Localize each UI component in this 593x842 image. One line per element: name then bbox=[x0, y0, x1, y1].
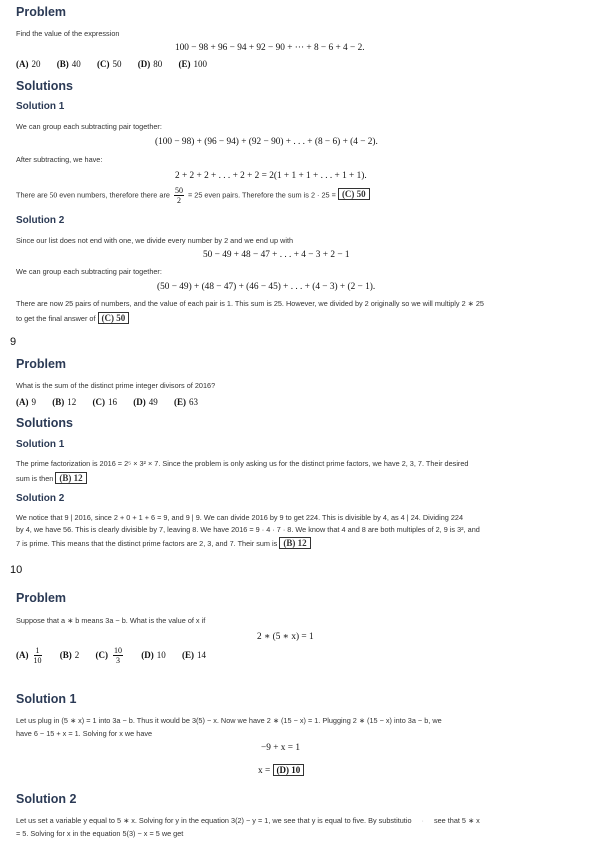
answer-choices bbox=[16, 397, 212, 407]
solution-2-text: by 4, we have 56. This is clearly divisible by 7, leaving 8. We have 2016 = 9 · 4 · 7 · 8. We know that 4 and 8 are both multiples of 2, 9 is 3², and bbox=[16, 525, 480, 534]
solution-2-heading: Solution 2 bbox=[16, 792, 77, 806]
solution-2-text: There are now 25 pairs of numbers, and the value of each pair is 1. This sum is 25. However, we divided by 2 originally so we will multiply 2 ∗ 25 bbox=[16, 299, 484, 308]
solution-1-equation: (100 − 98) + (96 − 94) + (92 − 90) + . . . + (8 − 6) + (4 − 2). bbox=[155, 137, 378, 147]
solution-1-equation: −9 + x = 1 bbox=[261, 743, 300, 753]
solution-1-text: Let us plug in (5 ∗ x) = 1 into 3a − b. Thus it would be 3(5) − x. Now we have 2 ∗ (15 − x) = 1. Plugging 2 ∗ (15 − x) into 3a − b, we bbox=[16, 716, 442, 725]
solution-2-conclusion: 7 is prime. This means that the distinct prime factors are 2, 3, and 7. Their sum is (B) 12 bbox=[16, 538, 311, 548]
problem-text: Find the value of the expression bbox=[16, 29, 120, 38]
solution-2-heading: Solution 2 bbox=[16, 493, 65, 504]
solution-2-text: Since our list does not end with one, we divide every number by 2 and we end up with bbox=[16, 236, 294, 245]
choice-b: (B) 12 bbox=[52, 397, 77, 407]
boxed-answer: (C) 50 bbox=[338, 188, 370, 200]
solution-1-conclusion: sum is then (B) 12 bbox=[16, 473, 87, 483]
choice-a: (A) 9 bbox=[16, 397, 36, 407]
fraction: $\frac{10}{3}$ bbox=[114, 646, 122, 665]
choice-d: (D) 80 bbox=[137, 59, 163, 69]
solutions-heading: Solutions bbox=[16, 79, 73, 93]
solution-2-equation: 50 − 49 + 48 − 47 + . . . + 4 − 3 + 2 − 1 bbox=[203, 250, 350, 260]
boxed-answer: (B) 12 bbox=[55, 472, 86, 484]
solution-1-equation: 2 + 2 + 2 + . . . + 2 + 2 = 2(1 + 1 + 1 + . . . + 1 + 1). bbox=[175, 171, 367, 181]
choice-e: (E) 14 bbox=[182, 649, 206, 660]
solution-1-text: have 6 − 15 + x = 1. Solving for x we have bbox=[16, 729, 153, 738]
problem-heading: Problem bbox=[16, 357, 67, 371]
solution-1-text: After subtracting, we have: bbox=[16, 155, 103, 164]
problem-expression: 100 − 98 + 96 − 94 + 92 − 90 + ··· + 8 − 6 + 4 − 2. bbox=[175, 43, 365, 53]
answer-choices bbox=[16, 646, 220, 665]
solution-1-heading: Solution 1 bbox=[16, 692, 77, 706]
choice-e: (E) 63 bbox=[174, 397, 198, 407]
solution-1-result: x = (D) 10 bbox=[258, 765, 304, 776]
choice-c: (C) 16 bbox=[92, 397, 117, 407]
solution-2-conclusion: to get the final answer of (C) 50 bbox=[16, 313, 129, 323]
answer-choices bbox=[16, 59, 221, 69]
solution-1-text: The prime factorization is 2016 = 2⁵ × 3² × 7. Since the problem is only asking us for the distinct prime factors, we have 2, 3, 7. Their desired bbox=[16, 459, 469, 468]
fraction: $\frac{1}{10}$ bbox=[33, 646, 42, 665]
problem-heading: Problem bbox=[16, 591, 67, 605]
choice-b: (B) 2 bbox=[59, 649, 80, 660]
problem-heading: Problem bbox=[16, 5, 67, 19]
solution-2-text: Let us set a variable y equal to 5 ∗ x. Solving for y in the equation 3(2) − y = 1, we see that y is equal to five. By substitutio · see that 5 ∗ x bbox=[16, 816, 480, 825]
solution-2-equation: (50 − 49) + (48 − 47) + (46 − 45) + . . . + (4 − 3) + (2 − 1). bbox=[157, 282, 376, 292]
solution-2-text: We notice that 9 | 2016, since 2 + 0 + 1 + 6 = 9, and 9 | 9. We can divide 2016 by 9 to get 224. This is divisible by 4, as 4 | 24. Dividing 224 bbox=[16, 513, 464, 522]
solution-1-conclusion: There are 50 even numbers, therefore there are $\frac{50}{2}$ = 25 even pairs. Therefore the sum is 2 · 25 = (C) 50 bbox=[16, 186, 370, 205]
problem-number: 9 bbox=[10, 336, 17, 348]
problem-text: Suppose that a ∗ b means 3a − b. What is the value of x if bbox=[16, 616, 206, 625]
choice-d: (D) 10 bbox=[141, 649, 166, 660]
choice-d: (D) 49 bbox=[133, 397, 158, 407]
choice-c: (C) 50 bbox=[97, 59, 122, 69]
problem-number: 10 bbox=[10, 564, 23, 576]
solution-1-heading: Solution 1 bbox=[16, 439, 65, 450]
solution-1-heading: Solution 1 bbox=[16, 101, 65, 112]
choice-c: (C) $\frac{10}{3}$ bbox=[95, 646, 122, 665]
choice-b: (B) 40 bbox=[56, 59, 81, 69]
choice-a: (A) 20 bbox=[16, 59, 41, 69]
boxed-answer: (B) 12 bbox=[279, 537, 310, 549]
problem-text: What is the sum of the distinct prime integer divisors of 2016? bbox=[16, 381, 216, 390]
solutions-heading: Solutions bbox=[16, 416, 73, 430]
fraction: $\frac{50}{2}$ bbox=[174, 186, 183, 205]
choice-a: (A) $\frac{1}{10}$ bbox=[16, 646, 42, 665]
boxed-answer: (C) 50 bbox=[98, 312, 130, 324]
solution-2-text: = 5. Solving for x in the equation 5(3) − x = 5 we get bbox=[16, 829, 184, 838]
choice-e: (E) 100 bbox=[178, 59, 207, 69]
problem-equation: 2 ∗ (5 ∗ x) = 1 bbox=[257, 632, 314, 642]
solution-1-text: We can group each subtracting pair together: bbox=[16, 122, 162, 131]
boxed-answer: (D) 10 bbox=[273, 764, 305, 776]
solution-2-heading: Solution 2 bbox=[16, 215, 65, 226]
solution-2-text: We can group each subtracting pair together: bbox=[16, 267, 162, 276]
